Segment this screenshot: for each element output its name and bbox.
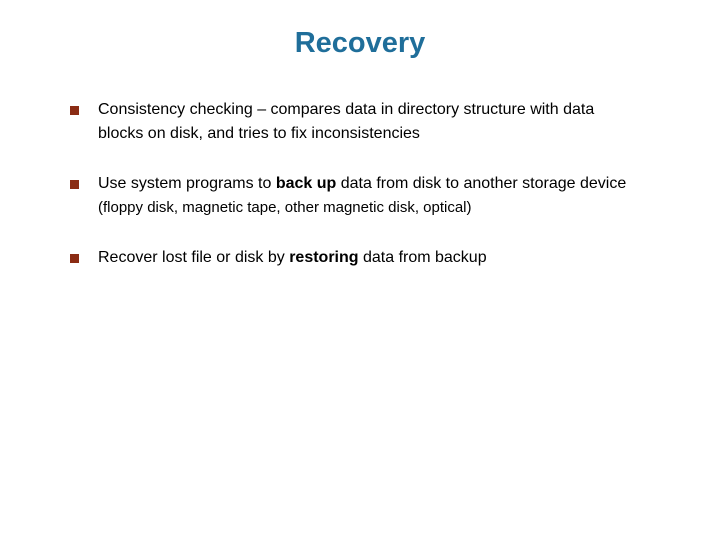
bullet-text: data from disk to another storage device [336, 175, 627, 192]
bullet-text-line: (floppy disk, magnetic tape, other magnetic disk, optical) [98, 199, 472, 216]
bullet-list [70, 98, 710, 270]
bullet-text: Use system programs to [98, 175, 276, 192]
bullet-emphasis: restoring [289, 249, 359, 266]
bullet-text: Recover lost file or disk by [98, 249, 290, 266]
bullet-text: data from backup [358, 249, 487, 266]
bullet-text-line: Consistency checking – compares data in directory structure with data [98, 101, 595, 118]
bullet-text-line: blocks on disk, and tries to fix inconsistencies [98, 125, 420, 142]
slide-title: Recovery [294, 27, 426, 59]
square-bullet-icon [70, 254, 79, 263]
bullet-emphasis: back up [275, 175, 337, 192]
square-bullet-icon [70, 106, 79, 115]
bullet-item-consistency-checking [70, 98, 710, 146]
bullet-item-restore [70, 246, 710, 270]
bullet-item-backup [70, 172, 710, 220]
bullet-text-line [98, 246, 710, 270]
bullet-text-line [98, 172, 710, 196]
square-bullet-icon [70, 180, 79, 189]
